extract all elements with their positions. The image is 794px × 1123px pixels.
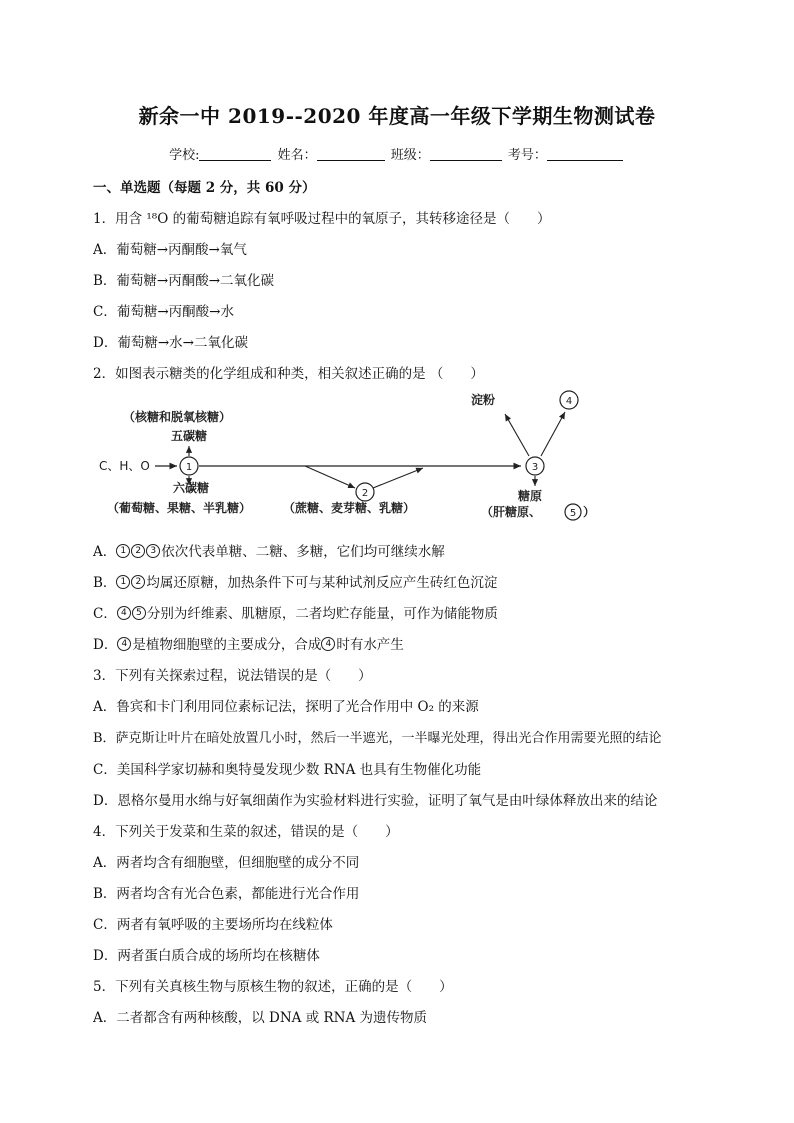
school-blank[interactable] bbox=[199, 146, 271, 161]
glycogen-label: 糖原 bbox=[518, 489, 543, 503]
q3-option-a: A．鲁宾和卡门利用同位素标记法，探明了光合作用中 O₂ 的来源 bbox=[93, 699, 479, 715]
node-1-label: 1 bbox=[185, 462, 193, 473]
q2-option-a: A． 1 2 3 依次代表单糖、二糖、多糖，它们均可继续水解 bbox=[93, 544, 445, 560]
q2-option-d: D． 4 是植物细胞壁的主要成分，合成 4 时有水产生 bbox=[93, 637, 404, 653]
node-3-label: 3 bbox=[531, 462, 539, 473]
number-blank[interactable] bbox=[547, 146, 623, 161]
q3-option-d: D．恩格尔曼用水绵与好氧细菌作为实验材料进行实验，证明了氧气是由叶绿体释放出来的结论 bbox=[93, 793, 658, 809]
elements-label: C、H、O bbox=[99, 459, 150, 473]
q5-stem: 5．下列有关真核生物与原核生物的叙述，正确的是（ ） bbox=[93, 979, 453, 995]
q1-option-b: B．葡萄糖→丙酮酸→二氧化碳 bbox=[93, 273, 275, 289]
pentose-label: 五碳糖 bbox=[171, 429, 208, 443]
node-4-label: 4 bbox=[565, 396, 573, 407]
q4-option-a: A．两者均含有细胞壁，但细胞壁的成分不同 bbox=[93, 855, 360, 871]
starch-label: 淀粉 bbox=[471, 393, 496, 407]
q4-stem: 4．下列关于发菜和生菜的叙述，错误的是（ ） bbox=[93, 824, 399, 840]
sugar-classification-diagram bbox=[93, 388, 603, 528]
q1-option-d: D．葡萄糖→水→二氧化碳 bbox=[93, 335, 248, 351]
q4-option-d: D．两者蛋白质合成的场所均在核糖体 bbox=[93, 948, 320, 964]
glycogen-note: （肝糖原、 bbox=[481, 505, 542, 519]
q3-stem: 3．下列有关探索过程，说法错误的是（ ） bbox=[93, 668, 372, 684]
school-label: 学校: bbox=[169, 148, 200, 163]
hexose-note: （葡萄糖、果糖、半乳糖） bbox=[107, 501, 252, 515]
node-5-label: 5 bbox=[569, 508, 577, 519]
page-title: 新余一中 2019--2020 年度高一年级下学期生物测试卷 bbox=[138, 104, 656, 128]
q2-option-c: C． 4 5 分别为纤维素、肌糖原，二者均贮存能量，可作为储能物质 bbox=[93, 606, 498, 622]
disaccharide-note: （蔗糖、麦芽糖、乳糖） bbox=[283, 501, 416, 515]
q4-option-b: B．两者均含有光合色素，都能进行光合作用 bbox=[93, 886, 360, 902]
section-heading: 一、单选题（每题 2 分，共 60 分） bbox=[93, 180, 316, 196]
glycogen-note-end: ） bbox=[583, 505, 596, 519]
q3-option-c: C．美国科学家切赫和奥特曼发现少数 RNA 也具有生物催化功能 bbox=[93, 762, 482, 778]
name-blank[interactable] bbox=[317, 146, 385, 161]
class-blank[interactable] bbox=[430, 146, 502, 161]
class-label: 班级： bbox=[390, 148, 430, 163]
q2-stem: 2．如图表示糖类的化学组成和种类，相关叙述正确的是 （ ） bbox=[93, 366, 484, 382]
number-label: 考号： bbox=[507, 148, 547, 163]
q1-option-c: C．葡萄糖→丙酮酸→水 bbox=[93, 304, 234, 320]
q2-option-b: B． 1 2 均属还原糖，加热条件下可与某种试剂反应产生砖红色沉淀 bbox=[93, 575, 498, 591]
q1-option-a: A．葡萄糖→丙酮酸→氧气 bbox=[93, 242, 247, 258]
pentose-note: （核糖和脱氧核糖） bbox=[123, 410, 232, 424]
q1-stem: 1．用含 ¹⁸O 的葡萄糖追踪有氧呼吸过程中的氧原子，其转移途径是（ ） bbox=[93, 211, 551, 227]
q4-option-c: C．两者有氧呼吸的主要场所均在线粒体 bbox=[93, 917, 333, 933]
name-label: 姓名： bbox=[277, 148, 317, 163]
hexose-label: 六碳糖 bbox=[173, 481, 210, 495]
q5-option-a: A．二者都含有两种核酸，以 DNA 或 RNA 为遗传物质 bbox=[93, 1010, 428, 1026]
student-info-line bbox=[0, 144, 794, 163]
node-2-label: 2 bbox=[361, 488, 369, 499]
q3-option-b: B．萨克斯让叶片在暗处放置几小时，然后一半遮光，一半曝光处理，得出光合作用需要光照的结论 bbox=[93, 731, 662, 746]
